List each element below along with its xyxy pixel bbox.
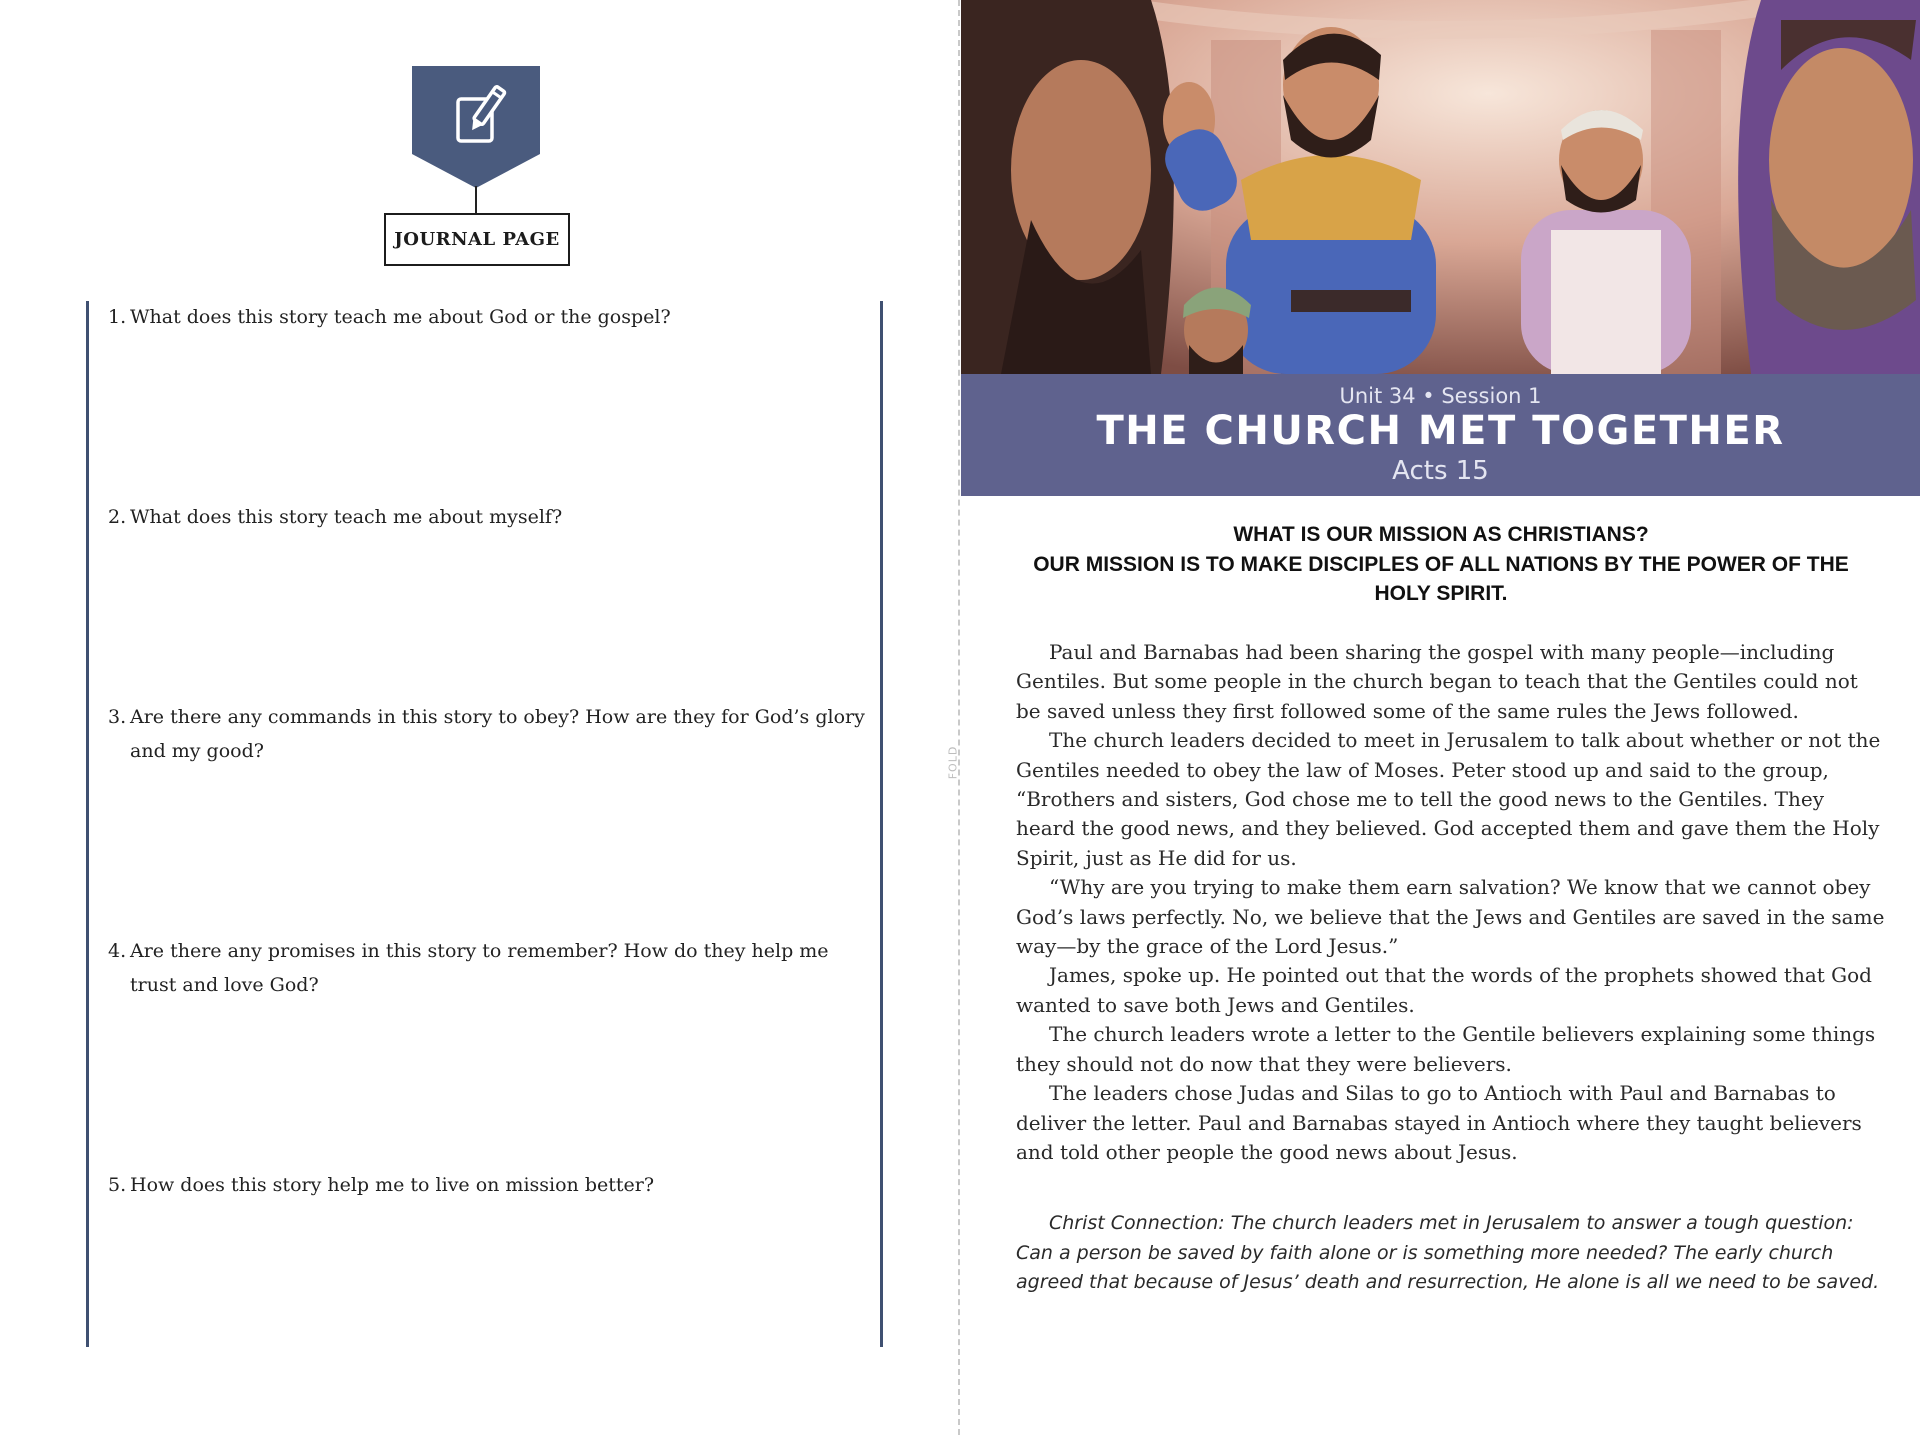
question-number: 4. xyxy=(108,940,127,962)
question-number: 5. xyxy=(108,1174,127,1196)
journal-question-3 xyxy=(108,700,868,768)
margin-rule-left xyxy=(86,301,89,1347)
story-paragraph: “Why are you trying to make them earn salvation? We know that we cannot obey God’s laws perfectly. No, we believe that the Jews and Gentiles are saved in the same way—by the grace of the Lord Jesus.” xyxy=(1016,875,1885,959)
journal-page-label: JOURNAL PAGE xyxy=(384,213,570,266)
mission-statement xyxy=(1021,520,1861,609)
christ-connection: Christ Connection: The church leaders met in Jerusalem to answer a tough question: Can a person be saved by faith alone or is something more needed? The early church agreed that because of Jesus’ death and resurrection, He alone is all we need to be saved. xyxy=(1016,1212,1880,1293)
apostles-meeting-illustration xyxy=(961,0,1920,374)
question-number: 2. xyxy=(108,506,127,528)
question-text: Are there any commands in this story to obey? How are they for God’s glory and my good? xyxy=(130,706,865,762)
margin-rule-right xyxy=(880,301,883,1347)
story-page xyxy=(961,0,1920,1435)
question-text: Are there any promises in this story to remember? How do they help me trust and love God? xyxy=(130,940,829,996)
title-band xyxy=(961,374,1920,496)
journal-question-4 xyxy=(108,934,868,1002)
pencil-on-paper-icon xyxy=(412,66,540,188)
question-number: 3. xyxy=(108,706,127,728)
scripture-reference: Acts 15 xyxy=(1392,456,1489,486)
mission-question: WHAT IS OUR MISSION AS CHRISTIANS? xyxy=(1233,523,1649,546)
story-paragraph: Paul and Barnabas had been sharing the gospel with many people—including Gentiles. But some people in the church began to teach that the Gentiles could not be saved unless they first followed some of the same rules the Jews followed. xyxy=(1016,640,1858,723)
mission-answer: OUR MISSION IS TO MAKE DISCIPLES OF ALL NATIONS BY THE POWER OF THE HOLY SPIRIT. xyxy=(1033,552,1849,605)
story-title: THE CHURCH MET TOGETHER xyxy=(1096,408,1785,454)
story-paragraph: The leaders chose Judas and Silas to go to Antioch with Paul and Barnabas to deliver the letter. Paul and Barnabas stayed in Antioch where they taught believers and told other people the good news about Jesus. xyxy=(1016,1081,1862,1164)
badge-connector xyxy=(475,186,477,213)
journal-question-2 xyxy=(108,500,868,534)
story-paragraph: The church leaders wrote a letter to the Gentile believers explaining some things they should not do now that they were believers. xyxy=(1016,1022,1876,1076)
question-text: What does this story teach me about God or the gospel? xyxy=(130,306,671,328)
journal-question-1 xyxy=(108,300,868,334)
story-paragraph: The church leaders decided to meet in Jerusalem to talk about whether or not the Gentiles needed to obey the law of Moses. Peter stood up and said to the group, “Brothers and sisters, God chose me to tell the good news to the Gentiles. They heard the good news, and they believed. God accepted them and gave them the Holy Spirit, just as He did for us. xyxy=(1016,728,1881,870)
story-paragraph: James, spoke up. He pointed out that the words of the prophets showed that God wanted to save both Jews and Gentiles. xyxy=(1016,963,1872,1017)
unit-session-label: Unit 34 • Session 1 xyxy=(1339,384,1542,408)
question-text: How does this story help me to live on mission better? xyxy=(130,1174,655,1196)
question-text: What does this story teach me about myself? xyxy=(130,506,563,528)
journal-question-5 xyxy=(108,1168,868,1202)
fold-label: FOLD xyxy=(946,745,960,780)
story-text xyxy=(1016,638,1886,1167)
fold-line xyxy=(958,0,960,1435)
story-illustration xyxy=(961,0,1920,374)
journal-badge xyxy=(412,66,540,188)
journal-page xyxy=(0,0,958,1435)
question-number: 1. xyxy=(108,306,127,328)
